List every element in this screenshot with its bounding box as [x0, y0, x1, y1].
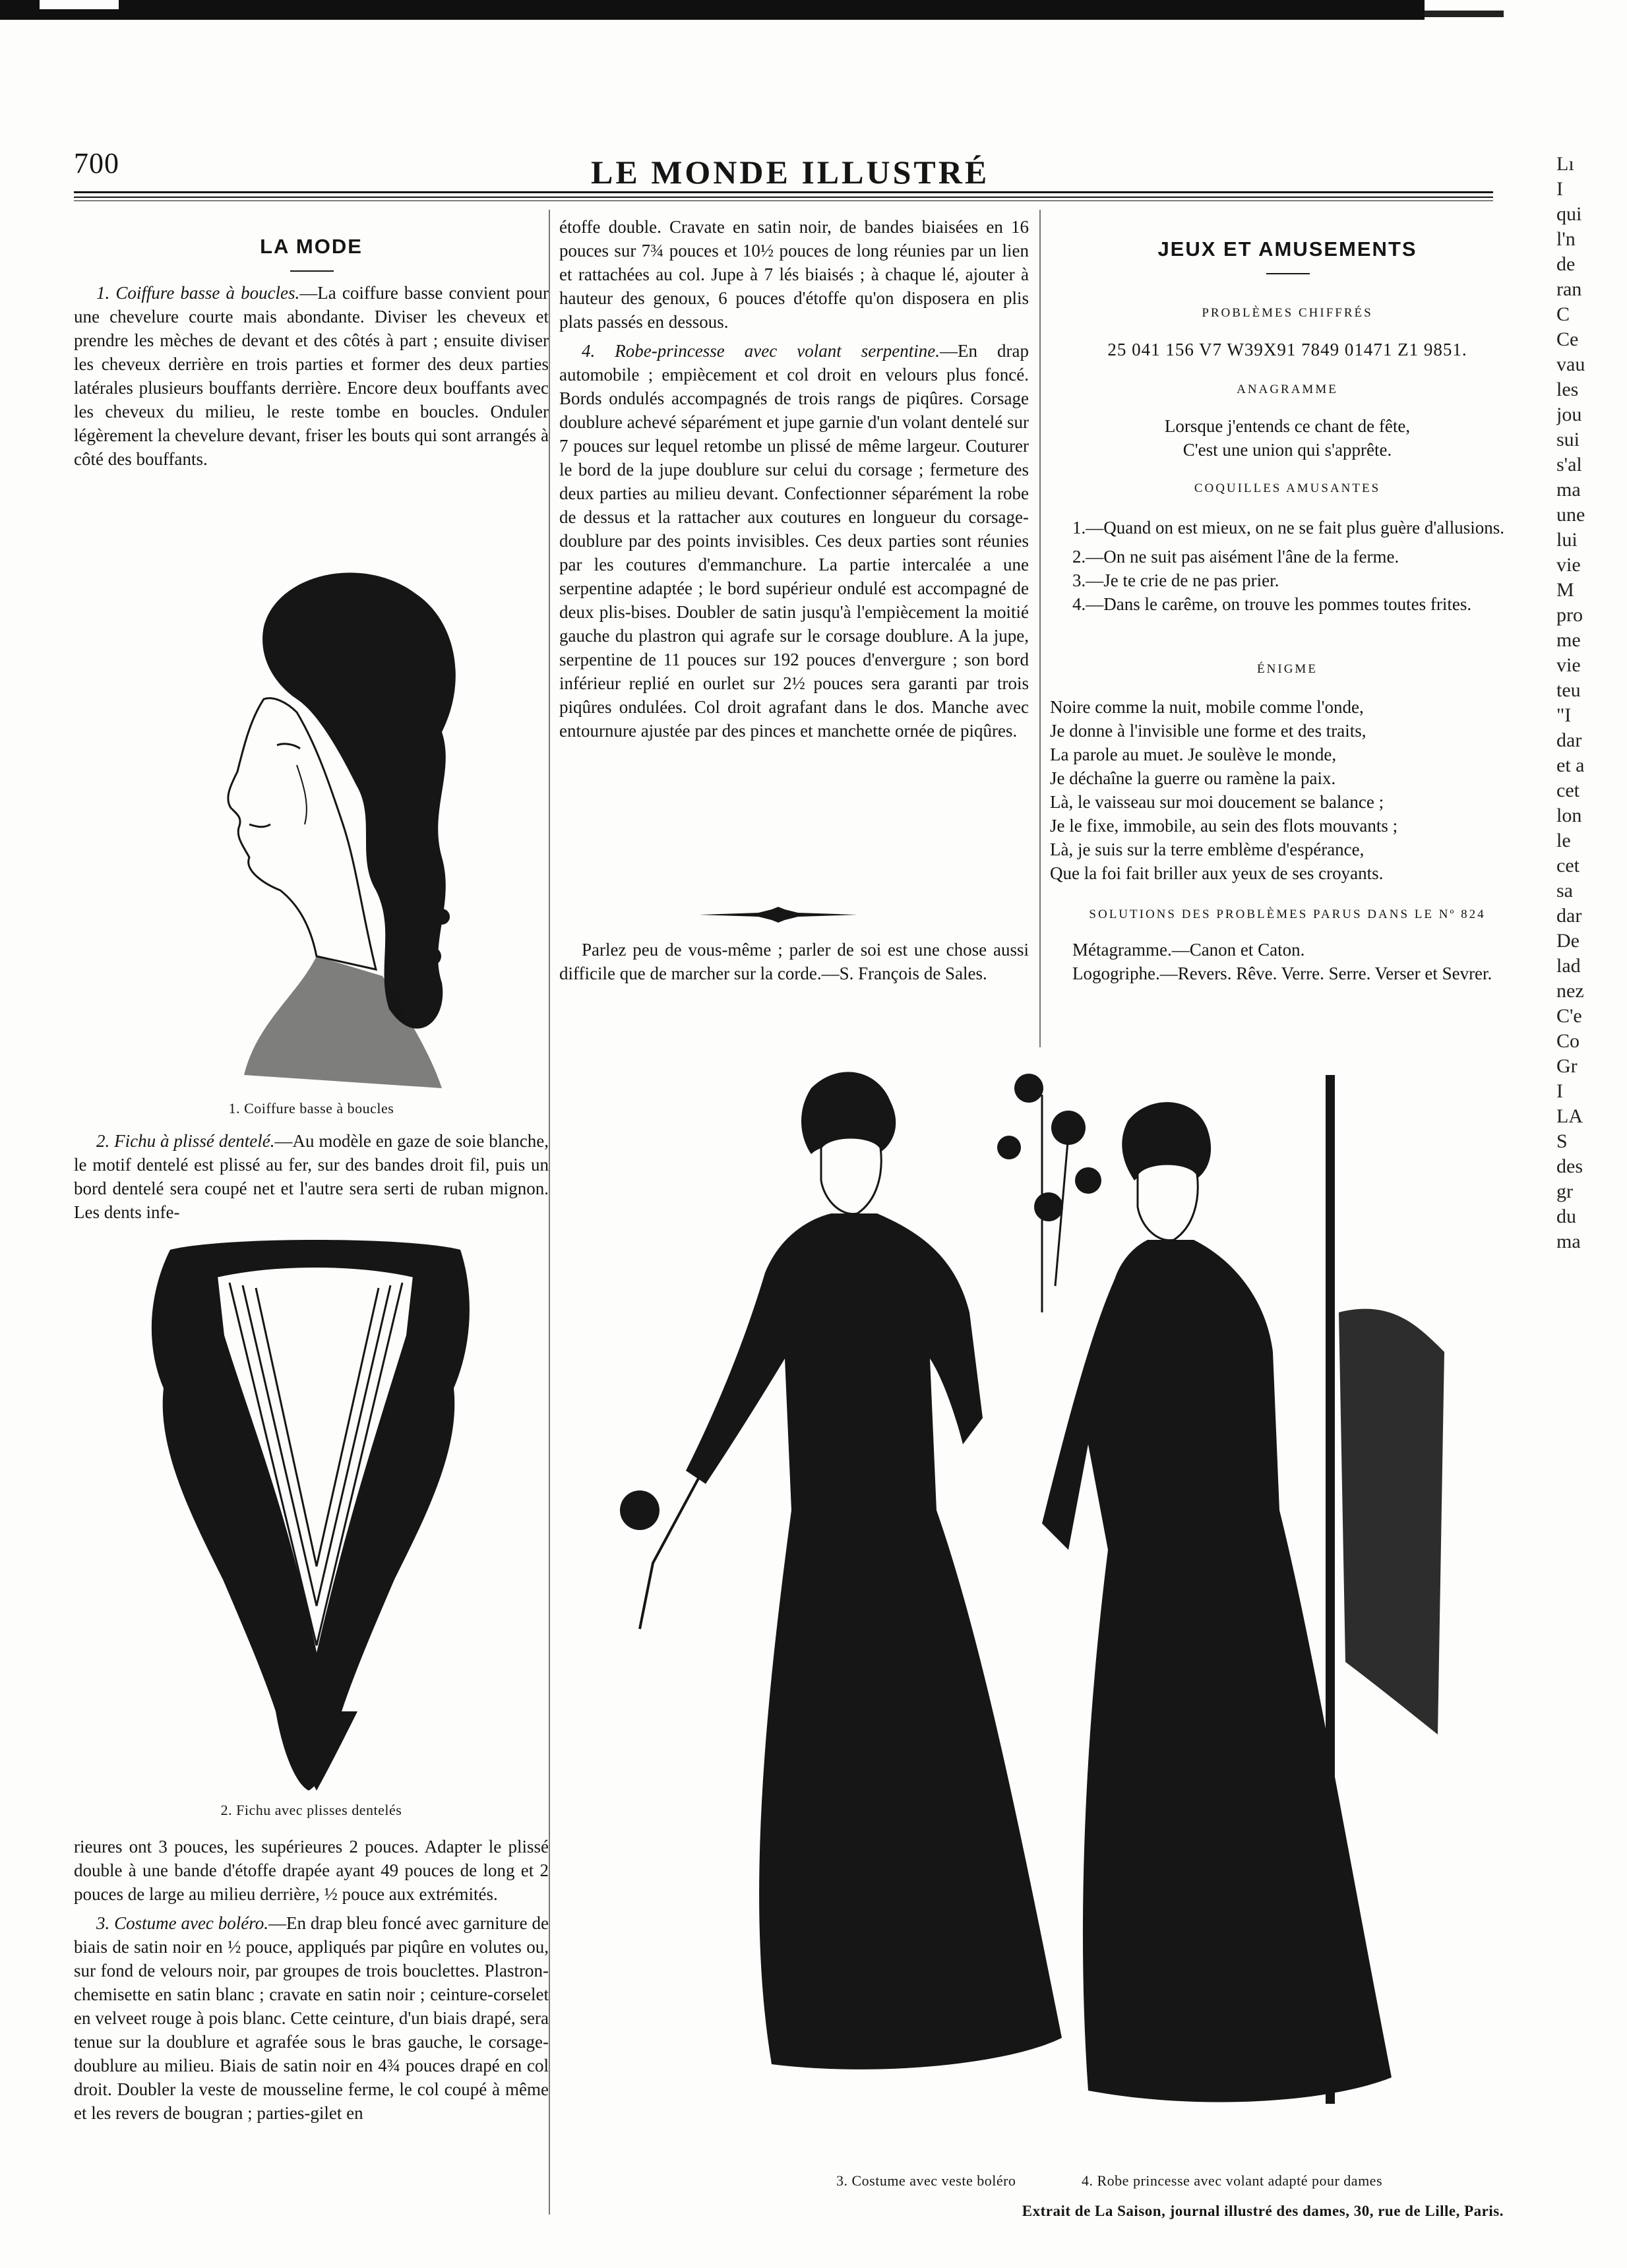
edge-fragment: Ce — [1556, 328, 1579, 350]
quote-block — [559, 938, 1029, 991]
item3-body: —En drap bleu foncé avec garniture de biais de satin noir en ½ pouce, appliqués par piqûre en volutes ou, sur fond de velours noir, par groupes de trois bouclettes. Plastron-chemisette en satin blanc ; cravate en satin noir ; ceinture-corselet en velveet rouge à pois blanc. Cette ceinture, d'un biais drapé, sera tenue sur la doublure et agrafée sous le bras gauche, le corsage-doublure au milieu. Biais de satin noir en 4¾ pouces drapé en col droit. Doubler la veste de mousseline ferme, le col coupé à même et les revers de bougran ; parties-gilet en — [74, 1913, 549, 2123]
edge-fragment: cet — [1556, 780, 1580, 801]
edge-fragment: me — [1556, 629, 1581, 651]
item3-continued: étoffe double. Cravate en satin noir, de bandes biaisées en 16 pouces sur 7¾ pouces et 10½ pouces de long réunies par un lien et rattachées au col. Jupe à 7 lés biaisés ; à chaque lé, ajouter à hauteur des genoux, 6 pouces d'étoffe qu'on disposera en plis plats passés en dessous. — [559, 217, 1029, 332]
coquille-item: 2.—On ne suit pas aisément l'âne de la ferme. — [1072, 547, 1399, 567]
edge-fragment: C — [1556, 303, 1570, 325]
solution-item: Métagramme.—Canon et Caton. — [1072, 940, 1305, 960]
coquille-item: 4.—Dans le carême, on trouve les pommes toutes frites. — [1072, 594, 1472, 614]
problemes-heading: PROBLÈMES CHIFFRÉS — [1202, 306, 1373, 320]
coquilles-heading: COQUILLES AMUSANTES — [1194, 481, 1381, 495]
edge-fragment: vie — [1556, 654, 1581, 676]
edge-fragment: "I — [1556, 704, 1572, 726]
edge-fragment: une — [1556, 504, 1585, 526]
enigme-line: Que la foi fait briller aux yeux de ses croyants. — [1050, 863, 1384, 883]
figure-1-caption: 1. Coiffure basse à boucles — [228, 1100, 394, 1117]
column-divider — [1039, 210, 1041, 1047]
edge-fragment: Lı — [1556, 153, 1574, 175]
edge-fragment: de — [1556, 253, 1576, 275]
coquille-item: 3.—Je te crie de ne pas prier. — [1072, 570, 1279, 590]
anagramme-heading: ANAGRAMME — [1237, 383, 1338, 396]
figure-2-caption: 2. Fichu avec plisses dentelés — [220, 1802, 402, 1818]
enigme-line: Je déchaîne la guerre ou ramène la paix. — [1050, 768, 1336, 788]
page-number: 700 — [74, 147, 119, 179]
edge-fragment: lon — [1556, 805, 1582, 826]
fichu-illustration — [144, 1237, 487, 1797]
edge-fragment: dar — [1556, 905, 1582, 927]
top-band-fragment — [1425, 11, 1504, 17]
edge-fragment: vie — [1556, 554, 1581, 576]
edge-fragment: ran — [1556, 278, 1582, 300]
edge-fragment: les — [1556, 379, 1579, 400]
top-band-gap — [40, 0, 119, 9]
edge-fragment: I — [1556, 1080, 1563, 1102]
edge-fragment: I — [1556, 178, 1563, 200]
item2-heading: 2. Fichu à plissé dentelé. — [96, 1131, 275, 1151]
figure-4-caption: 4. Robe princesse avec volant adapté pour dames — [1082, 2172, 1383, 2189]
ornamental-divider — [699, 907, 857, 923]
edge-fragment: le — [1556, 830, 1571, 851]
title-rule — [1266, 273, 1310, 274]
edge-fragment: Co — [1556, 1030, 1580, 1052]
title-rule — [290, 270, 334, 272]
header-rule — [74, 200, 1493, 201]
edge-fragment: ma — [1556, 479, 1581, 501]
solutions-list — [1050, 938, 1512, 991]
enigme-heading: ÉNIGME — [1257, 662, 1318, 676]
header-rule — [74, 197, 1493, 198]
solutions-heading: SOLUTIONS DES PROBLÈMES PARUS DANS LE Nº 824 — [1089, 907, 1486, 921]
item4-body: —En drap automobile ; empiècement et col droit en velours plus foncé. Bords ondulés accompagnés de trois rangs de piqûres. Corsage doublure achevé séparément et jupe garnie d'un volant dentelé sur 7 pouces sur lequel retombe un plissé de même largeur. Couturer le bord de la jupe doublure sur celui du corsage ; fermeture des deux parties au milieu devant. Confectionner séparément la robe de dessus et la rattacher aux coutures en longueur du corsage-doublure par des points invisibles. Ces deux parties sont réunies par les coutures d'emmanchure. La partie intercalée a une serpentine adaptée ; le bord supérieur ondulé est accompagné de deux plis-bises. Doubler de satin jusqu'à l'empiècement la moitié gauche du plastron qui agrafe sur le corsage doublure. A la jupe, serpentine de 11 pouces sur 192 pouces d'envergure ; son bord inférieur replié en ourlet sur 2½ pouces sera garanti par trois piqûres ondulées. Col droit agrafant dans le dos. Manche avec entournure ajustée par des pinces et manchette ornée de piqûres. — [559, 341, 1029, 741]
edge-fragment: sui — [1556, 429, 1580, 450]
enigme-line: Là, je suis sur la terre emblème d'espérance, — [1050, 840, 1365, 859]
edge-fragment: s'al — [1556, 454, 1582, 475]
edge-fragment: gr — [1556, 1180, 1573, 1202]
item1-heading: 1. Coiffure basse à boucles. — [96, 283, 300, 303]
edge-fragment: l'n — [1556, 228, 1576, 250]
edge-fragment: des — [1556, 1155, 1583, 1177]
extract-credit: Extrait de La Saison, journal illustré des dames, 30, rue de Lille, Paris. — [1022, 2203, 1504, 2219]
masthead-title: LE MONDE ILLUSTRÉ — [591, 154, 990, 191]
edge-fragment: lui — [1556, 529, 1578, 551]
solution-item: Logogriphe.—Revers. Rêve. Verre. Serre. Verser et Sevrer. — [1072, 964, 1492, 983]
enigme-line: Là, le vaisseau sur moi doucement se balance ; — [1050, 792, 1384, 812]
edge-fragment: S — [1556, 1130, 1568, 1152]
la-mode-title: LA MODE — [260, 235, 363, 258]
header-rule — [74, 191, 1493, 193]
edge-fragment: ma — [1556, 1231, 1581, 1252]
item3-heading: 3. Costume avec boléro. — [96, 1913, 269, 1933]
edge-fragment: cet — [1556, 855, 1580, 876]
edge-fragment: C'e — [1556, 1005, 1582, 1027]
francois-de-sales-quote: Parlez peu de vous-même ; parler de soi est une chose aussi difficile que de marcher sur la corde.—S. François de Sales. — [559, 940, 1029, 983]
edge-fragment: du — [1556, 1206, 1576, 1227]
adjacent-page-fragments — [1556, 152, 1627, 2268]
edge-fragment: pro — [1556, 604, 1583, 626]
edge-fragment: Gr — [1556, 1055, 1578, 1077]
coquille-item: 1.—Quand on est mieux, on ne se fait plus guère d'allusions. — [1072, 518, 1505, 537]
costume-illustration — [613, 1049, 1484, 2143]
coquilles-list — [1050, 516, 1512, 621]
item2-body: —Au modèle en gaze de soie blanche, le motif dentelé est plissé au fer, sur des bandes droit fil, puis un bord dentelé sera coupé net et l'autre sera serti de ruban mignon. Les dents infe- — [74, 1131, 549, 1222]
edge-fragment: De — [1556, 930, 1580, 952]
top-print-band — [0, 0, 1627, 20]
item2-continued: rieures ont 3 pouces, les supérieures 2 pouces. Adapter le plissé double à une bande d'étoffe drapée ayant 49 pouces de long et 2 pouces de large au milieu derrière, ½ pouce aux extrémités. — [74, 1837, 549, 1904]
problemes-text: 25 041 156 V7 W39X91 7849 01471 Z1 9851. — [1107, 340, 1467, 359]
la-mode-text-3 — [74, 1835, 549, 2130]
item1-body: —La coiffure basse convient pour une chevelure courte mais abondante. Diviser les cheveux et prendre les mèches de devant et des côtés à part ; ensuite diviser les cheveux derrière en trois parties et former des deux parties latérales plusieurs bouffants derrière. Encore deux bouffants avec les cheveux du milieu, le reste tombe en boucles. Onduler légèrement la chevelure devant, friser les bouts qui sont arrangés à côté des bouffants. — [74, 283, 549, 469]
edge-fragment: sa — [1556, 880, 1573, 902]
edge-fragment: qui — [1556, 203, 1582, 225]
enigme-poem — [1050, 695, 1525, 885]
figure-3-caption: 3. Costume avec veste boléro — [836, 2172, 1016, 2189]
jeux-title: JEUX ET AMUSEMENTS — [1157, 237, 1417, 261]
edge-fragment: LA — [1556, 1105, 1583, 1127]
enigme-line: Je donne à l'invisible une forme et des traits, — [1050, 721, 1366, 741]
la-mode-text-2 — [74, 1129, 549, 1229]
enigme-line: La parole au muet. Je soulève le monde, — [1050, 745, 1337, 764]
edge-fragment: dar — [1556, 729, 1582, 751]
edge-fragment: nez — [1556, 980, 1584, 1002]
enigme-line: Je le fixe, immobile, au sein des flots mouvants ; — [1050, 816, 1398, 836]
edge-fragment: et a — [1556, 754, 1585, 776]
col2-text — [559, 215, 1029, 748]
edge-fragment: vau — [1556, 353, 1585, 375]
column-divider — [549, 210, 550, 2215]
edge-fragment: teu — [1556, 679, 1581, 701]
edge-fragment: lad — [1556, 955, 1581, 977]
enigme-line: Noire comme la nuit, mobile comme l'onde, — [1050, 697, 1364, 717]
edge-fragment: M — [1556, 579, 1574, 601]
item4-heading: 4. Robe-princesse avec volant serpentine. — [582, 341, 940, 361]
edge-fragment: jou — [1556, 404, 1582, 425]
anagramme-line: Lorsque j'entends ce chant de fête, — [1164, 416, 1411, 436]
coiffure-illustration — [165, 547, 481, 1095]
anagramme-line: C'est une union qui s'apprête. — [1182, 440, 1392, 460]
la-mode-text-1 — [74, 281, 549, 476]
